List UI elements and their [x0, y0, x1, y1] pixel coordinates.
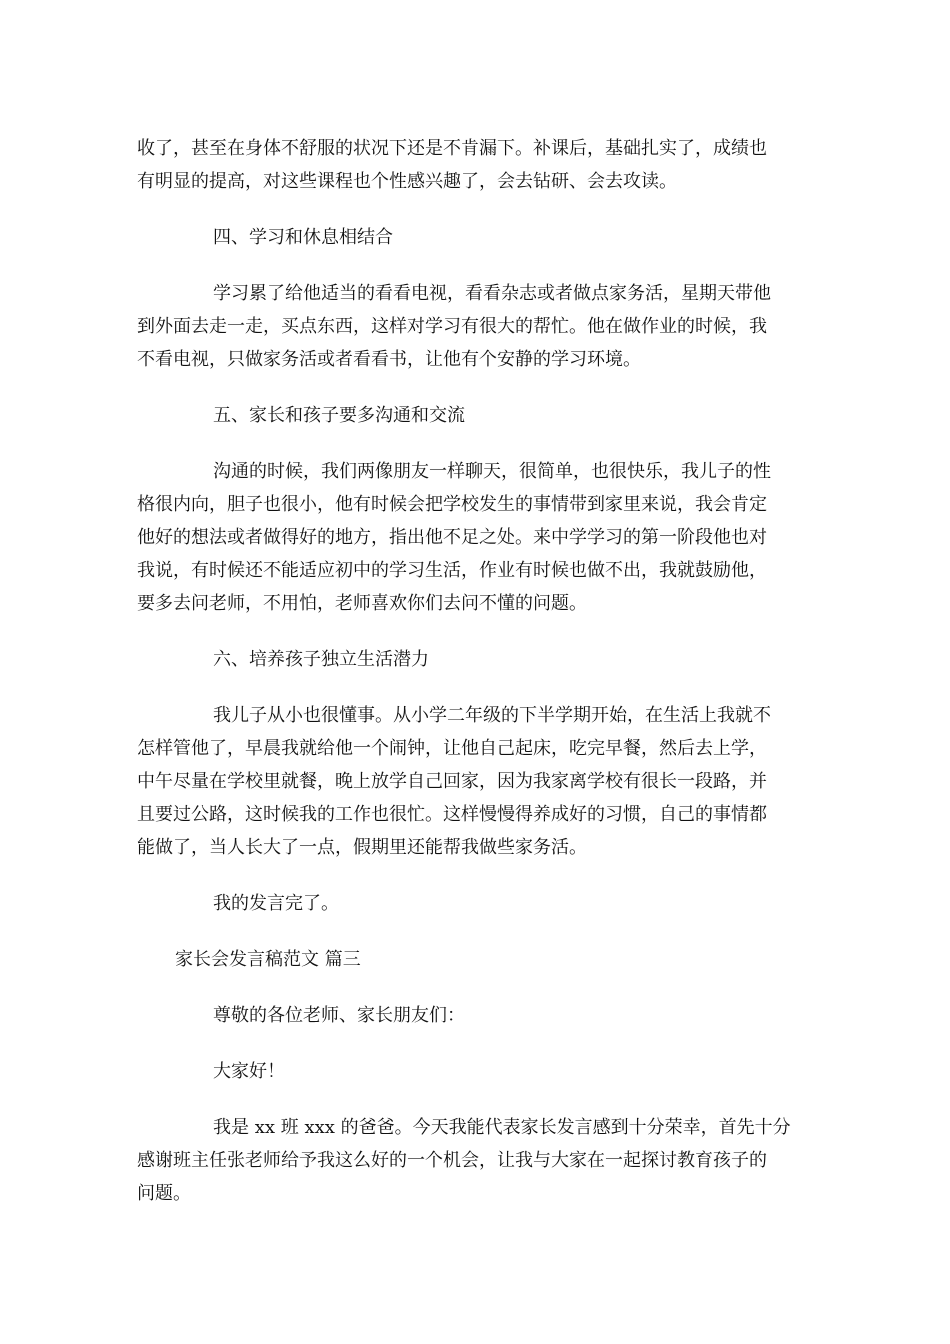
article-title: 家长会发言稿范文 篇三 [175, 949, 361, 970]
text-line: 到外面去走一走，买点东西，这样对学习有很大的帮忙。他在做作业的时候，我 [137, 316, 767, 337]
paragraph-continuation [137, 132, 817, 198]
text-line: 格很内向，胆子也很小，他有时候会把学校发生的事情带到家里来说，我会肯定 [137, 494, 767, 515]
text-line: 要多去问老师，不用怕，老师喜欢你们去问不懂的问题。 [137, 593, 587, 614]
salutation: 尊敬的各位老师、家长朋友们： [213, 1005, 465, 1026]
text-line: 中午尽量在学校里就餐，晚上放学自己回家，因为我家离学校有很长一段路，并 [137, 771, 767, 792]
greeting: 大家好！ [213, 1061, 285, 1082]
text-line: 有明显的提高，对这些课程也个性感兴趣了，会去钻研、会去攻读。 [137, 171, 677, 192]
text-line: 怎样管他了，早晨我就给他一个闹钟，让他自己起床，吃完早餐，然后去上学， [137, 738, 767, 759]
text-line: 沟通的时候，我们两像朋友一样聊天，很简单，也很快乐，我儿子的性 [213, 461, 771, 482]
text-line: 感谢班主任张老师给予我这么好的一个机会，让我与大家在一起探讨教育孩子的 [137, 1150, 767, 1171]
closing-line: 我的发言完了。 [213, 893, 339, 914]
text-line: 我是 xx 班 xxx 的爸爸。今天我能代表家长发言感到十分荣幸，首先十分 [213, 1117, 791, 1138]
paragraph-independence [137, 699, 817, 864]
text-line: 我儿子从小也很懂事。从小学二年级的下半学期开始，在生活上我就不 [213, 705, 771, 726]
document-body [137, 132, 817, 1233]
text-line: 收了，甚至在身体不舒服的状况下还是不肯漏下。补课后，基础扎实了，成绩也 [137, 138, 767, 159]
text-line: 能做了，当人长大了一点，假期里还能帮我做些家务活。 [137, 837, 587, 858]
paragraph-intro [137, 1111, 817, 1210]
text-line: 他好的想法或者做得好的地方，指出他不足之处。来中学学习的第一阶段他也对 [137, 527, 767, 548]
text-line: 不看电视，只做家务活或者看看书，让他有个安静的学习环境。 [137, 349, 641, 370]
section-heading-5: 五、家长和孩子要多沟通和交流 [213, 405, 465, 426]
paragraph-communication [137, 455, 817, 620]
text-line: 我说，有时候还不能适应初中的学习生活，作业有时候也做不出，我就鼓励他， [137, 560, 767, 581]
text-line: 学习累了给他适当的看看电视，看看杂志或者做点家务活，星期天带他 [213, 283, 771, 304]
text-line: 问题。 [137, 1183, 191, 1204]
section-heading-6: 六、培养孩子独立生活潜力 [213, 649, 429, 670]
paragraph-study-rest [137, 277, 817, 376]
section-heading-4: 四、学习和休息相结合 [213, 227, 393, 248]
text-line: 且要过公路，这时候我的工作也很忙。这样慢慢得养成好的习惯，自己的事情都 [137, 804, 767, 825]
